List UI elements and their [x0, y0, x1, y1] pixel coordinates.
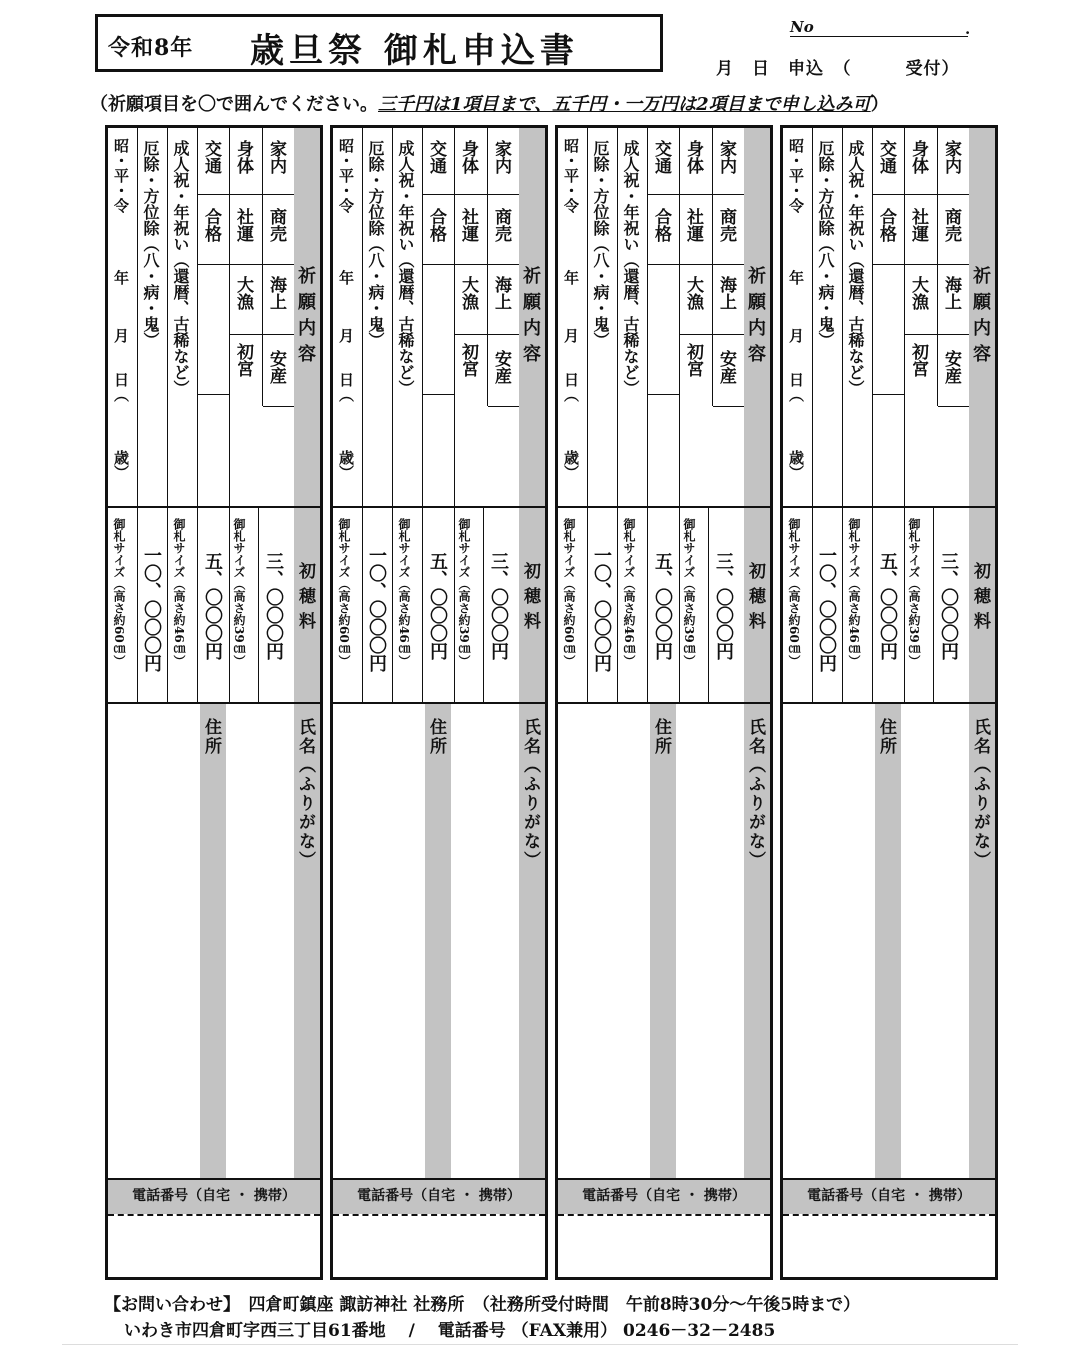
prayer-item-exam[interactable]: 合格 [876, 208, 896, 242]
prayer-item-sea[interactable]: 海上 [266, 276, 286, 310]
prayer-item-celebration[interactable]: 成人祝・年祝い（還暦、古稀など） [621, 140, 640, 396]
prayer-item-childbirth[interactable]: 安産 [266, 350, 286, 384]
age-label: 歳） [112, 450, 130, 480]
prayer-item-business[interactable]: 商売 [716, 208, 736, 242]
prayer-item-shrine-visit[interactable]: 初宮 [908, 343, 928, 377]
name-field[interactable] [452, 704, 518, 1178]
prayer-item-shrine-visit[interactable]: 初宮 [233, 343, 253, 377]
prayer-header: 祈願内容 [295, 266, 316, 370]
fee-price-3000[interactable]: 三、〇〇〇円 [263, 552, 284, 660]
prayer-header: 祈願内容 [745, 266, 766, 370]
phone-label: 電話番号（自宅 ・ 携帯） [132, 1188, 296, 1204]
birth-era: 昭・平・令 [562, 138, 580, 213]
birth-era: 昭・平・令 [337, 138, 355, 213]
prayer-item-sea[interactable]: 海上 [716, 276, 736, 310]
offering-header: 初穂料 [520, 562, 540, 637]
fee-price-3000[interactable]: 三、〇〇〇円 [488, 552, 509, 660]
fee-size-10000: 御札サイズ（高さ約60㎝） [337, 518, 351, 667]
fee-size-3000: 御札サイズ（高さ約39㎝） [232, 518, 246, 667]
address-label: 住所 [876, 718, 896, 756]
birth-year-label: 年 [112, 270, 130, 285]
prayer-item-sea[interactable]: 海上 [491, 276, 511, 310]
prayer-item-business[interactable]: 商売 [941, 208, 961, 242]
birth-month-label: 月 [562, 328, 580, 343]
application-date-line: 月 日 申込 （ 受付） [716, 59, 960, 79]
prayer-item-company[interactable]: 社運 [233, 208, 253, 242]
prayer-item-body[interactable]: 身体 [458, 140, 478, 174]
inquiry-info: 【お問い合わせ】 四倉町鎮座 諏訪神社 社務所 （社務所受付時間 午前8時30分～午後5時まで） [104, 1295, 861, 1315]
prayer-item-household[interactable]: 家内 [941, 140, 961, 174]
prayer-item-celebration[interactable]: 成人祝・年祝い（還暦、古稀など） [396, 140, 415, 396]
fee-size-5000: 御札サイズ（高さ約46㎝） [172, 518, 186, 667]
prayer-item-traffic[interactable]: 交通 [201, 140, 221, 174]
prayer-item-body[interactable]: 身体 [233, 140, 253, 174]
name-label: 氏名（ふりがな） [295, 718, 315, 870]
prayer-item-fishing[interactable]: 大漁 [683, 276, 703, 310]
prayer-item-company[interactable]: 社運 [458, 208, 478, 242]
address-phone-info: いわき市四倉町字西三丁目61番地 / 電話番号 （FAX兼用） 0246－32－2485 [124, 1321, 776, 1341]
name-field[interactable] [902, 704, 968, 1178]
fee-price-10000[interactable]: 一〇、〇〇〇円 [816, 546, 837, 672]
fee-size-5000: 御札サイズ（高さ約46㎝） [847, 518, 861, 667]
birth-day-label: 日（ [787, 372, 805, 402]
phone-field[interactable] [558, 1216, 770, 1277]
birth-month-label: 月 [787, 328, 805, 343]
birth-year-label: 年 [787, 270, 805, 285]
prayer-item-shrine-visit[interactable]: 初宮 [458, 343, 478, 377]
prayer-item-childbirth[interactable]: 安産 [941, 350, 961, 384]
era-label: 令和8年 [108, 35, 194, 61]
fee-size-10000: 御札サイズ（高さ約60㎝） [562, 518, 576, 667]
application-form-1 [105, 125, 323, 1280]
address-label: 住所 [201, 718, 221, 756]
prayer-item-body[interactable]: 身体 [908, 140, 928, 174]
phone-label: 電話番号（自宅 ・ 携帯） [582, 1188, 746, 1204]
prayer-item-company[interactable]: 社運 [908, 208, 928, 242]
page-title: 歳旦祭 御札申込書 [250, 31, 579, 71]
fee-price-10000[interactable]: 一〇、〇〇〇円 [366, 546, 387, 672]
prayer-item-celebration[interactable]: 成人祝・年祝い（還暦、古稀など） [171, 140, 190, 396]
address-label: 住所 [651, 718, 671, 756]
birth-era: 昭・平・令 [787, 138, 805, 213]
name-field[interactable] [227, 704, 293, 1178]
prayer-item-misfortune[interactable]: 厄除・方位除（八・病・鬼） [591, 140, 610, 348]
fee-price-10000[interactable]: 一〇、〇〇〇円 [591, 546, 612, 672]
birth-day-label: 日（ [562, 372, 580, 402]
prayer-item-fishing[interactable]: 大漁 [458, 276, 478, 310]
birth-year-label: 年 [337, 270, 355, 285]
instructions-emphasis: 三千円は1項目まで、五千円・一万円は2項目まで申し込み可 [378, 94, 871, 115]
prayer-item-business[interactable]: 商売 [266, 208, 286, 242]
prayer-item-traffic[interactable]: 交通 [876, 140, 896, 174]
fee-price-5000[interactable]: 五、〇〇〇円 [652, 552, 673, 660]
prayer-item-fishing[interactable]: 大漁 [233, 276, 253, 310]
fee-price-5000[interactable]: 五、〇〇〇円 [202, 552, 223, 660]
birth-month-label: 月 [337, 328, 355, 343]
instructions-prefix: （祈願項目を〇で囲んでください。 [90, 94, 378, 115]
number-field[interactable] [790, 36, 968, 37]
birth-day-label: 日（ [337, 372, 355, 402]
fee-size-5000: 御札サイズ（高さ約46㎝） [622, 518, 636, 667]
offering-header: 初穂料 [745, 562, 765, 637]
prayer-item-traffic[interactable]: 交通 [651, 140, 671, 174]
age-label: 歳） [562, 450, 580, 480]
prayer-item-business[interactable]: 商売 [491, 208, 511, 242]
prayer-item-sea[interactable]: 海上 [941, 276, 961, 310]
prayer-item-childbirth[interactable]: 安産 [716, 350, 736, 384]
address-label: 住所 [426, 718, 446, 756]
fee-price-5000[interactable]: 五、〇〇〇円 [877, 552, 898, 660]
prayer-item-traffic[interactable]: 交通 [426, 140, 446, 174]
fee-size-3000: 御札サイズ（高さ約39㎝） [907, 518, 921, 667]
prayer-item-celebration[interactable]: 成人祝・年祝い（還暦、古稀など） [846, 140, 865, 396]
instructions-suffix: ） [870, 94, 889, 115]
prayer-item-misfortune[interactable]: 厄除・方位除（八・病・鬼） [141, 140, 160, 348]
offering-header: 初穂料 [295, 562, 315, 637]
fee-size-5000: 御札サイズ（高さ約46㎝） [397, 518, 411, 667]
age-label: 歳） [787, 450, 805, 480]
phone-field[interactable] [783, 1216, 995, 1277]
prayer-header: 祈願内容 [970, 266, 991, 370]
birth-era: 昭・平・令 [112, 138, 130, 213]
prayer-item-shrine-visit[interactable]: 初宮 [683, 343, 703, 377]
prayer-item-household[interactable]: 家内 [266, 140, 286, 174]
number-dot: . [965, 20, 971, 38]
prayer-item-fishing[interactable]: 大漁 [908, 276, 928, 310]
name-label: 氏名（ふりがな） [745, 718, 765, 870]
instructions [90, 90, 889, 116]
birth-day-label: 日（ [112, 372, 130, 402]
prayer-item-household[interactable]: 家内 [491, 140, 511, 174]
prayer-item-exam[interactable]: 合格 [651, 208, 671, 242]
prayer-item-misfortune[interactable]: 厄除・方位除（八・病・鬼） [816, 140, 835, 348]
birth-month-label: 月 [112, 328, 130, 343]
phone-field[interactable] [333, 1216, 545, 1277]
fee-size-10000: 御札サイズ（高さ約60㎝） [787, 518, 801, 667]
fee-price-3000[interactable]: 三、〇〇〇円 [713, 552, 734, 660]
prayer-item-exam[interactable]: 合格 [426, 208, 446, 242]
number-label: No [790, 18, 814, 36]
phone-label: 電話番号（自宅 ・ 携帯） [357, 1188, 521, 1204]
name-label: 氏名（ふりがな） [970, 718, 990, 870]
application-form-3 [555, 125, 773, 1280]
title-box [95, 14, 663, 72]
address-label-cell [425, 704, 451, 1178]
name-label: 氏名（ふりがな） [520, 718, 540, 870]
address-label-cell [875, 704, 901, 1178]
address-label-cell [200, 704, 226, 1178]
fee-price-10000[interactable]: 一〇、〇〇〇円 [141, 546, 162, 672]
prayer-item-body[interactable]: 身体 [683, 140, 703, 174]
fee-price-5000[interactable]: 五、〇〇〇円 [427, 552, 448, 660]
prayer-item-company[interactable]: 社運 [683, 208, 703, 242]
application-form-2 [330, 125, 548, 1280]
address-field[interactable] [783, 704, 874, 1178]
prayer-item-misfortune[interactable]: 厄除・方位除（八・病・鬼） [366, 140, 385, 348]
fee-size-3000: 御札サイズ（高さ約39㎝） [682, 518, 696, 667]
age-label: 歳） [337, 450, 355, 480]
prayer-header: 祈願内容 [520, 266, 541, 370]
address-field[interactable] [333, 704, 424, 1178]
address-field[interactable] [108, 704, 199, 1178]
fee-size-10000: 御札サイズ（高さ約60㎝） [112, 518, 126, 667]
phone-label: 電話番号（自宅 ・ 携帯） [807, 1188, 971, 1204]
application-form-4 [780, 125, 998, 1280]
address-field[interactable] [558, 704, 649, 1178]
birth-year-label: 年 [562, 270, 580, 285]
prayer-item-household[interactable]: 家内 [716, 140, 736, 174]
phone-field[interactable] [108, 1216, 320, 1277]
fee-size-3000: 御札サイズ（高さ約39㎝） [457, 518, 471, 667]
fee-price-3000[interactable]: 三、〇〇〇円 [938, 552, 959, 660]
prayer-item-exam[interactable]: 合格 [201, 208, 221, 242]
prayer-item-childbirth[interactable]: 安産 [491, 350, 511, 384]
name-field[interactable] [677, 704, 743, 1178]
address-label-cell [650, 704, 676, 1178]
offering-header: 初穂料 [970, 562, 990, 637]
